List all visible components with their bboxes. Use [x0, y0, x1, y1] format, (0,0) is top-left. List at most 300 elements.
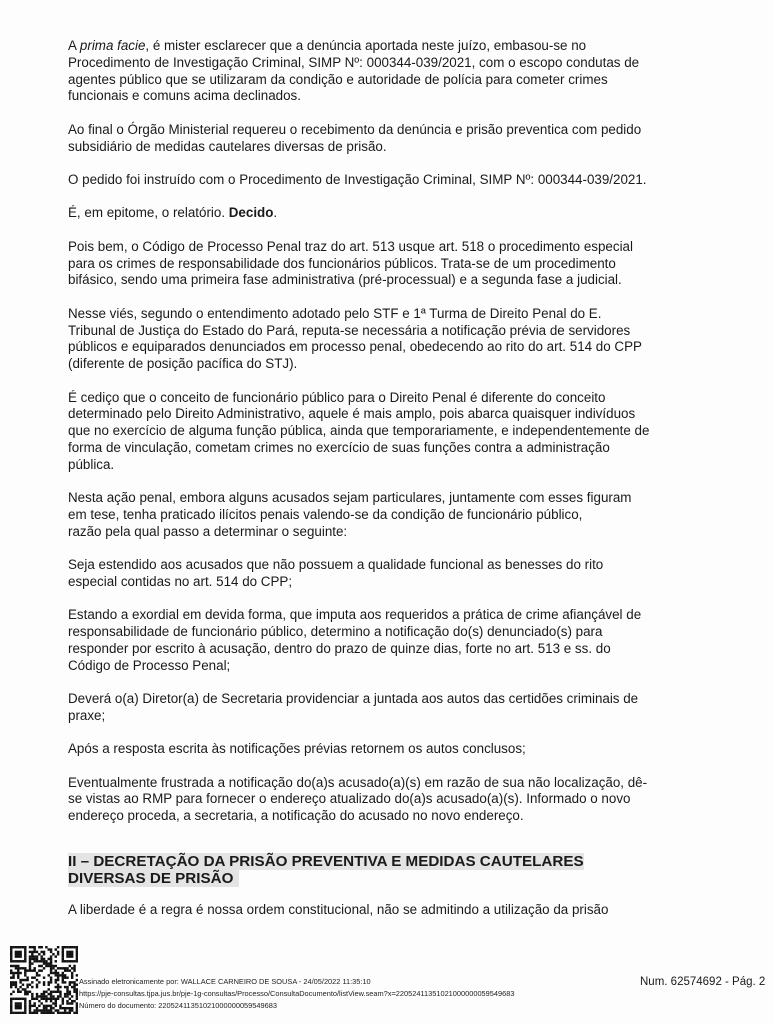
qr-module	[33, 960, 35, 962]
qr-module	[24, 958, 26, 960]
qr-module	[31, 976, 33, 978]
qr-module	[26, 991, 28, 993]
qr-module	[10, 955, 12, 957]
qr-module	[76, 1007, 78, 1009]
qr-module	[50, 991, 52, 993]
qr-module	[69, 951, 71, 953]
qr-module	[48, 1012, 50, 1014]
qr-module	[69, 993, 71, 995]
qr-module	[69, 960, 71, 962]
qr-module	[76, 984, 78, 986]
qr-module	[73, 991, 75, 993]
qr-module	[15, 984, 17, 986]
qr-module	[36, 955, 38, 957]
qr-module	[10, 1007, 12, 1009]
page-number: Num. 62574692 - Pág. 2	[640, 976, 766, 988]
qr-module	[43, 953, 45, 955]
qr-module	[57, 984, 59, 986]
qr-module	[24, 946, 26, 948]
qr-module	[24, 998, 26, 1000]
qr-module	[17, 998, 19, 1000]
qr-module	[12, 998, 14, 1000]
qr-module	[71, 986, 73, 988]
qr-module	[69, 991, 71, 993]
qr-module	[50, 995, 52, 997]
qr-module	[64, 1007, 66, 1009]
qr-module	[33, 958, 35, 960]
qr-module	[45, 1000, 47, 1002]
qr-module	[24, 1002, 26, 1004]
qr-module	[50, 993, 52, 995]
qr-module	[45, 991, 47, 993]
qr-module	[57, 998, 59, 1000]
qr-module	[71, 946, 73, 948]
qr-module	[29, 991, 31, 993]
qr-module	[57, 1012, 59, 1014]
qr-module	[52, 1007, 54, 1009]
qr-module	[31, 969, 33, 971]
qr-module	[36, 972, 38, 974]
qr-module	[50, 969, 52, 971]
qr-module	[59, 993, 61, 995]
qr-module	[19, 972, 21, 974]
qr-module	[40, 1012, 42, 1014]
qr-module	[69, 1012, 71, 1014]
qr-module	[24, 948, 26, 950]
paragraph: Após a resposta escrita às notificações prévias retornem os autos conclusos;	[68, 741, 526, 757]
qr-module	[64, 967, 66, 969]
qr-module	[36, 958, 38, 960]
qr-module	[38, 960, 40, 962]
qr-module	[50, 960, 52, 962]
qr-module	[66, 976, 68, 978]
qr-module	[45, 946, 47, 948]
qr-module	[24, 1009, 26, 1011]
qr-module	[33, 1002, 35, 1004]
qr-module	[48, 965, 50, 967]
qr-module	[15, 1002, 17, 1004]
qr-module	[26, 993, 28, 995]
qr-module	[22, 979, 24, 981]
qr-module	[24, 972, 26, 974]
qr-module	[38, 1009, 40, 1011]
section-heading-text: II – DECRETAÇÃO DA PRISÃO PREVENTIVA E MEDIDAS CAUTELARES DIVERSAS DE PRISÃO	[68, 853, 584, 888]
qr-module	[48, 984, 50, 986]
document-body	[68, 38, 672, 935]
qr-module	[43, 1007, 45, 1009]
qr-module	[36, 984, 38, 986]
qr-module	[10, 984, 12, 986]
qr-module	[48, 958, 50, 960]
qr-module	[57, 995, 59, 997]
paragraph: Nesta ação penal, embora alguns acusados sejam particulares, juntamente com esses figuram em tese, tenha praticado ilícitos penais valendo-se da condição de funcionário público, razão pela qual passo a determinar o seguinte:	[68, 490, 632, 539]
qr-module	[36, 979, 38, 981]
qr-module	[10, 976, 12, 978]
qr-module	[50, 972, 52, 974]
qr-module	[55, 979, 57, 981]
qr-module	[55, 986, 57, 988]
qr-module	[62, 951, 64, 953]
qr-module	[73, 1000, 75, 1002]
qr-module	[36, 1012, 38, 1014]
bold-term: Decido	[228, 205, 274, 221]
paragraph-report	[68, 205, 672, 222]
qr-module	[62, 946, 64, 948]
qr-module	[66, 969, 68, 971]
qr-module	[76, 1002, 78, 1004]
qr-module	[29, 984, 31, 986]
qr-module	[52, 953, 54, 955]
qr-module	[55, 1005, 57, 1007]
qr-module	[40, 965, 42, 967]
qr-module	[69, 981, 71, 983]
paragraph: A liberdade é a regra é nossa ordem constitucional, não se admitindo a utilização da prisão	[68, 902, 609, 918]
qr-module	[33, 976, 35, 978]
qr-module	[15, 960, 17, 962]
qr-module	[38, 965, 40, 967]
qr-module	[62, 1000, 64, 1002]
section-heading	[68, 853, 672, 887]
qr-module	[73, 969, 75, 971]
qr-module	[33, 948, 35, 950]
qr-module	[50, 948, 52, 950]
qr-module	[24, 974, 26, 976]
qr-module	[29, 1000, 31, 1002]
qr-module	[19, 953, 21, 955]
signed-by-line: Assinado eletronicamente por: WALLACE CARNEIRO DE SOUSA - 24/05/2022 11:35:10	[79, 977, 371, 986]
qr-module	[62, 958, 64, 960]
qr-module	[59, 1005, 61, 1007]
qr-module	[64, 969, 66, 971]
qr-module	[36, 998, 38, 1000]
qr-module	[26, 969, 28, 971]
consult-url-link[interactable]: https://pje-consultas.tjpa.jus.br/pje-1g-consultas/Processo/ConsultaDocumento/listView.seam?x=22052411351021000000059549683	[79, 989, 515, 998]
qr-module	[73, 946, 75, 948]
qr-module	[48, 998, 50, 1000]
qr-module	[73, 965, 75, 967]
qr-module	[31, 1012, 33, 1014]
qr-module	[29, 965, 31, 967]
qr-module	[31, 958, 33, 960]
qr-module	[33, 969, 35, 971]
qr-module	[33, 951, 35, 953]
qr-module	[43, 976, 45, 978]
qr-module	[71, 981, 73, 983]
qr-module	[29, 958, 31, 960]
qr-module	[64, 993, 66, 995]
qr-module	[10, 972, 12, 974]
qr-module	[38, 953, 40, 955]
qr-module	[69, 984, 71, 986]
qr-module	[66, 991, 68, 993]
qr-module	[29, 969, 31, 971]
qr-module	[57, 951, 59, 953]
qr-module	[73, 981, 75, 983]
qr-module	[10, 946, 12, 948]
qr-module	[43, 1012, 45, 1014]
qr-module	[40, 998, 42, 1000]
qr-module	[45, 1012, 47, 1014]
qr-module	[19, 986, 21, 988]
document-footer	[0, 940, 774, 1024]
qr-module	[26, 976, 28, 978]
qr-module	[69, 965, 71, 967]
paragraph: Ao final o Órgão Ministerial requereu o recebimento da denúncia e prisão preventica com pedido subsidiário de medidas cautelares diversas de prisão.	[68, 121, 642, 154]
qr-module	[24, 967, 26, 969]
qr-module	[29, 960, 31, 962]
qr-module	[33, 1009, 35, 1011]
qr-module	[36, 1007, 38, 1009]
qr-module	[66, 993, 68, 995]
qr-module	[33, 955, 35, 957]
qr-module	[19, 1007, 21, 1009]
qr-module	[52, 995, 54, 997]
qr-module	[76, 998, 78, 1000]
qr-module	[52, 998, 54, 1000]
qr-module	[12, 972, 14, 974]
qr-module	[66, 986, 68, 988]
qr-module	[12, 1012, 14, 1014]
qr-module	[76, 946, 78, 948]
qr-module	[71, 951, 73, 953]
qr-module	[29, 1009, 31, 1011]
qr-module	[52, 967, 54, 969]
qr-module	[64, 981, 66, 983]
paragraph: Deverá o(a) Diretor(a) de Secretaria providenciar a juntada aos autos das certidões criminais de praxe;	[68, 691, 639, 723]
qr-module	[10, 960, 12, 962]
qr-module	[76, 1009, 78, 1011]
qr-module	[31, 962, 33, 964]
qr-module	[71, 967, 73, 969]
paragraph: Nesse viés, segundo o entendimento adotado pelo STF e 1ª Turma de Direito Penal do E. Tribunal de Justiça do Estado do Pará, reputa-se necessária a notificação prévia de servidores públicos e equiparados denunciados em processo penal, obedecendo ao rito do art. 514 do CPP (diferente de posição pacífica do STJ).	[68, 305, 642, 372]
qr-module	[15, 981, 17, 983]
qr-module	[57, 972, 59, 974]
paragraph: Estando a exordial em devida forma, que imputa aos requeridos a prática de crime afiançável de responsabilidade de funcionário público, determino a notificação do(s) denunciado(s) para responder por escrito à acusação, dentro do prazo de quinze dias, forte no art. 513 e ss. do Código de Processo Penal;	[68, 607, 642, 673]
qr-module	[73, 967, 75, 969]
qr-module	[50, 979, 52, 981]
qr-module	[22, 1012, 24, 1014]
qr-module	[59, 1012, 61, 1014]
qr-module	[36, 1009, 38, 1011]
qr-module	[43, 1009, 45, 1011]
qr-module	[76, 988, 78, 990]
qr-module	[10, 993, 12, 995]
qr-module	[62, 979, 64, 981]
qr-module	[76, 953, 78, 955]
paragraph-prima-facie	[68, 38, 672, 105]
qr-module	[12, 946, 14, 948]
qr-module	[10, 1009, 12, 1011]
qr-module	[45, 1009, 47, 1011]
qr-module	[19, 967, 21, 969]
qr-module	[43, 998, 45, 1000]
qr-module	[57, 979, 59, 981]
qr-module	[45, 998, 47, 1000]
qr-module	[12, 991, 14, 993]
paragraph: Eventualmente frustrada a notificação do(a)s acusado(a)(s) em razão de sua não localização, dê- se vistas ao RMP para fornecer o endereço atualizado do(a)s acusado(a)(s). Informado o novo endereço proceda, a secretaria, a notificação do acusado no novo endereço.	[68, 774, 648, 824]
qr-module	[15, 965, 17, 967]
qr-module	[66, 953, 68, 955]
qr-module	[40, 958, 42, 960]
qr-module	[40, 946, 42, 948]
qr-module	[43, 981, 45, 983]
qr-module	[45, 1007, 47, 1009]
qr-module	[33, 998, 35, 1000]
qr-module	[24, 1012, 26, 1014]
qr-module	[12, 974, 14, 976]
qr-module	[10, 981, 12, 983]
qr-module	[76, 951, 78, 953]
qr-module	[66, 1012, 68, 1014]
qr-module	[55, 960, 57, 962]
qr-module	[22, 984, 24, 986]
qr-module	[50, 1000, 52, 1002]
qr-module	[43, 967, 45, 969]
qr-module	[55, 991, 57, 993]
qr-module	[76, 979, 78, 981]
qr-module	[10, 1005, 12, 1007]
qr-module	[33, 967, 35, 969]
qr-module	[43, 995, 45, 997]
qr-module	[62, 1002, 64, 1004]
qr-module	[73, 988, 75, 990]
qr-module	[19, 960, 21, 962]
qr-module	[31, 953, 33, 955]
qr-module	[10, 953, 12, 955]
qr-module	[36, 993, 38, 995]
qr-module	[40, 1009, 42, 1011]
qr-module	[50, 976, 52, 978]
qr-module	[55, 998, 57, 1000]
qr-module	[48, 1009, 50, 1011]
qr-module	[45, 962, 47, 964]
qr-module	[15, 986, 17, 988]
qr-module	[31, 981, 33, 983]
qr-module	[31, 1005, 33, 1007]
qr-module	[52, 1012, 54, 1014]
paragraph-rest: , é mister esclarecer que a denúncia aportada neste juízo, embasou-se no Procedimento de Investigação Criminal, SIMP Nº: 000344-039/2021, com o escopo condutas de agentes público que se utilizaram da condição e autoridade de polícia para cometer crimes funcionais e comuns acima declinados.	[68, 38, 640, 104]
qr-module	[24, 969, 26, 971]
qr-module	[55, 972, 57, 974]
qr-module	[48, 962, 50, 964]
qr-module	[17, 976, 19, 978]
qr-module	[76, 948, 78, 950]
qr-module	[38, 981, 40, 983]
qr-module	[55, 1000, 57, 1002]
qr-module	[29, 955, 31, 957]
qr-module	[50, 967, 52, 969]
qr-module	[26, 979, 28, 981]
qr-module	[48, 974, 50, 976]
qr-module	[29, 1012, 31, 1014]
qr-module	[15, 955, 17, 957]
qr-module	[55, 974, 57, 976]
qr-module	[71, 955, 73, 957]
qr-module	[19, 998, 21, 1000]
qr-module	[43, 991, 45, 993]
qr-module	[62, 998, 64, 1000]
paragraph: Seja estendido aos acusados que não possuem a qualidade funcional as benesses do rito especial contidas no art. 514 do CPP;	[68, 557, 604, 589]
qr-module	[24, 991, 26, 993]
qr-module	[57, 946, 59, 948]
paragraph: O pedido foi instruído com o Procedimento de Investigação Criminal, SIMP Nº: 000344-039/2021.	[68, 171, 647, 187]
qr-module	[38, 946, 40, 948]
qr-module	[69, 955, 71, 957]
qr-module	[19, 1005, 21, 1007]
qr-module	[76, 1012, 78, 1014]
qr-module	[64, 995, 66, 997]
qr-module	[66, 995, 68, 997]
qr-module	[24, 988, 26, 990]
qr-module	[10, 969, 12, 971]
qr-module	[15, 998, 17, 1000]
qr-module	[10, 1002, 12, 1004]
qr-module	[76, 1005, 78, 1007]
qr-module	[59, 967, 61, 969]
qr-module	[69, 1007, 71, 1009]
qr-module	[45, 965, 47, 967]
qr-module	[33, 1012, 35, 1014]
qr-module	[19, 951, 21, 953]
qr-module	[76, 958, 78, 960]
qr-module	[31, 946, 33, 948]
qr-module	[31, 995, 33, 997]
qr-module	[64, 960, 66, 962]
qr-module	[66, 960, 68, 962]
qr-module	[57, 986, 59, 988]
qr-module	[22, 998, 24, 1000]
qr-module	[29, 967, 31, 969]
qr-module	[73, 986, 75, 988]
qr-module	[19, 981, 21, 983]
qr-module	[59, 995, 61, 997]
qr-module	[66, 951, 68, 953]
qr-module	[24, 951, 26, 953]
qr-module	[17, 967, 19, 969]
qr-module	[38, 1000, 40, 1002]
qr-module	[36, 960, 38, 962]
qr-module	[71, 1007, 73, 1009]
qr-module	[76, 993, 78, 995]
qr-module	[62, 1007, 64, 1009]
qr-code-graphic	[10, 946, 78, 1014]
qr-module	[50, 962, 52, 964]
qr-module	[71, 960, 73, 962]
qr-module	[40, 955, 42, 957]
qr-module	[17, 946, 19, 948]
qr-module	[19, 1012, 21, 1014]
qr-module	[15, 953, 17, 955]
qr-module	[36, 995, 38, 997]
qr-module	[24, 993, 26, 995]
paragraph: É cediço que o conceito de funcionário público para o Direito Penal é diferente do conceito determinado pelo Direito Administrativo, aquele é mais amplo, pois abarca quaisquer indivíduos que no exercício de alguma função pública, ainda que temporariamente, e independentemente de forma de vinculação, cometam crimes no exercício de suas funções contra a administração pública.	[68, 389, 650, 472]
qr-module	[31, 955, 33, 957]
qr-module	[10, 998, 12, 1000]
qr-module	[45, 960, 47, 962]
qr-module	[71, 972, 73, 974]
qr-module	[62, 981, 64, 983]
qr-module	[33, 946, 35, 948]
qr-module	[69, 1002, 71, 1004]
qr-module	[71, 995, 73, 997]
qr-code-icon	[10, 946, 78, 1014]
qr-module	[50, 1009, 52, 1011]
qr-module	[73, 1012, 75, 1014]
qr-module	[52, 991, 54, 993]
qr-module	[71, 974, 73, 976]
qr-module	[69, 969, 71, 971]
qr-module	[43, 960, 45, 962]
